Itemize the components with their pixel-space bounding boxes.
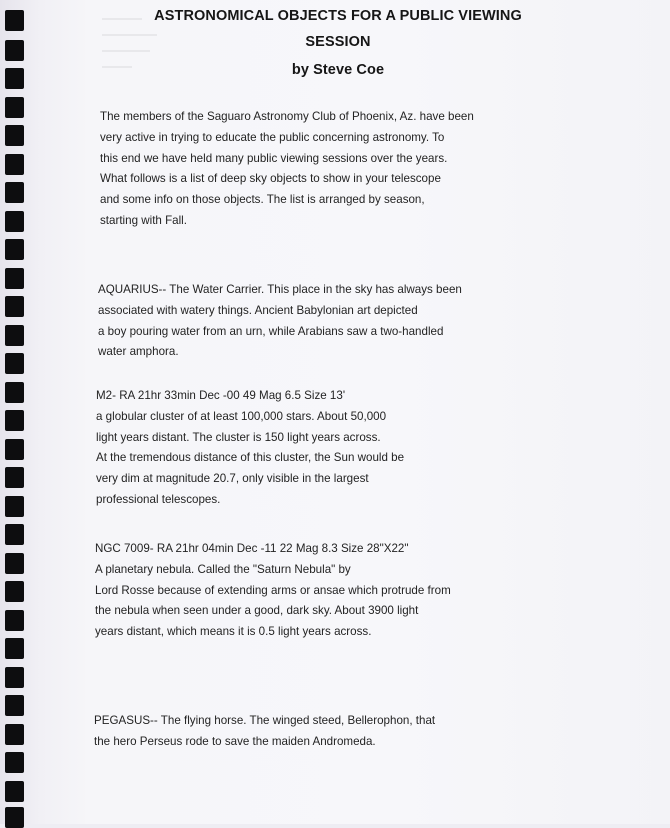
binding-hole bbox=[5, 667, 24, 688]
binding-hole bbox=[5, 439, 24, 460]
text-line: A planetary nebula. Called the "Saturn Nebula" by bbox=[95, 562, 351, 576]
text-line: associated with watery things. Ancient Babylonian art depicted bbox=[98, 303, 418, 317]
binding-hole bbox=[5, 268, 24, 289]
document-title-line-1: ASTRONOMICAL OBJECTS FOR A PUBLIC VIEWING bbox=[154, 8, 522, 24]
text-line: years distant, which means it is 0.5 light years across. bbox=[95, 625, 372, 639]
binding-hole bbox=[5, 125, 24, 146]
intro-paragraph bbox=[100, 107, 474, 232]
binding-hole bbox=[5, 752, 24, 773]
binding-hole bbox=[5, 10, 24, 31]
binding-hole bbox=[5, 467, 24, 488]
aquarius-paragraph bbox=[98, 280, 462, 363]
binding-hole bbox=[5, 382, 24, 403]
binding-hole bbox=[5, 68, 24, 89]
text-line: M2- RA 21hr 33min Dec -00 49 Mag 6.5 Size 13' bbox=[96, 389, 346, 402]
text-line: very dim at magnitude 20.7, only visible in the largest bbox=[96, 472, 369, 486]
text-line: What follows is a list of deep sky objects to show in your telescope bbox=[100, 172, 441, 186]
binding-hole bbox=[5, 325, 24, 346]
text-line: PEGASUS-- The flying horse. The winged steed, Bellerophon, that bbox=[94, 714, 436, 727]
binding-hole bbox=[5, 40, 24, 61]
text-line: At the tremendous distance of this cluster, the Sun would be bbox=[96, 451, 405, 465]
ngc7009-paragraph bbox=[95, 539, 451, 643]
spiral-binding bbox=[0, 0, 30, 824]
document-author: by Steve Coe bbox=[291, 62, 385, 78]
text-line: NGC 7009- RA 21hr 04min Dec -11 22 Mag 8.3 Size 28"X22" bbox=[95, 542, 409, 555]
text-line: this end we have held many public viewing sessions over the years. bbox=[100, 151, 448, 165]
binding-hole bbox=[5, 807, 24, 828]
text-line: a globular cluster of at least 100,000 stars. About 50,000 bbox=[96, 409, 387, 423]
document-title-line-2: SESSION bbox=[305, 34, 371, 50]
text-line: very active in trying to educate the public concerning astronomy. To bbox=[100, 130, 445, 144]
text-line: light years distant. The cluster is 150 light years across. bbox=[96, 430, 381, 444]
text-line: starting with Fall. bbox=[100, 213, 187, 227]
binding-hole bbox=[5, 781, 24, 802]
binding-hole bbox=[5, 410, 24, 431]
text-line: professional telescopes. bbox=[96, 492, 221, 506]
binding-hole bbox=[5, 553, 24, 574]
binding-hole bbox=[5, 524, 24, 545]
text-line: The members of the Saguaro Astronomy Club of Phoenix, Az. have been bbox=[100, 110, 474, 123]
text-line: the hero Perseus rode to save the maiden Andromeda. bbox=[94, 734, 376, 748]
binding-hole bbox=[5, 581, 24, 602]
text-line: and some info on those objects. The list is arranged by season, bbox=[100, 193, 425, 207]
text-line: water amphora. bbox=[98, 345, 179, 359]
binding-hole bbox=[5, 353, 24, 374]
binding-hole bbox=[5, 695, 24, 716]
binding-hole bbox=[5, 638, 24, 659]
binding-hole bbox=[5, 182, 24, 203]
text-line: a boy pouring water from an urn, while Arabians saw a two-handled bbox=[98, 324, 444, 338]
binding-hole bbox=[5, 724, 24, 745]
m2-paragraph bbox=[96, 386, 404, 511]
binding-hole bbox=[5, 296, 24, 317]
binding-hole bbox=[5, 610, 24, 631]
binding-hole bbox=[5, 211, 24, 232]
binding-hole bbox=[5, 239, 24, 260]
text-line: Lord Rosse because of extending arms or ansae which protrude from bbox=[95, 583, 451, 597]
binding-hole bbox=[5, 154, 24, 175]
binding-hole bbox=[5, 97, 24, 118]
text-line: the nebula when seen under a good, dark sky. About 3900 light bbox=[95, 604, 419, 618]
text-line: AQUARIUS-- The Water Carrier. This place in the sky has always been bbox=[98, 283, 462, 296]
pegasus-paragraph bbox=[94, 711, 435, 753]
binding-hole bbox=[5, 496, 24, 517]
